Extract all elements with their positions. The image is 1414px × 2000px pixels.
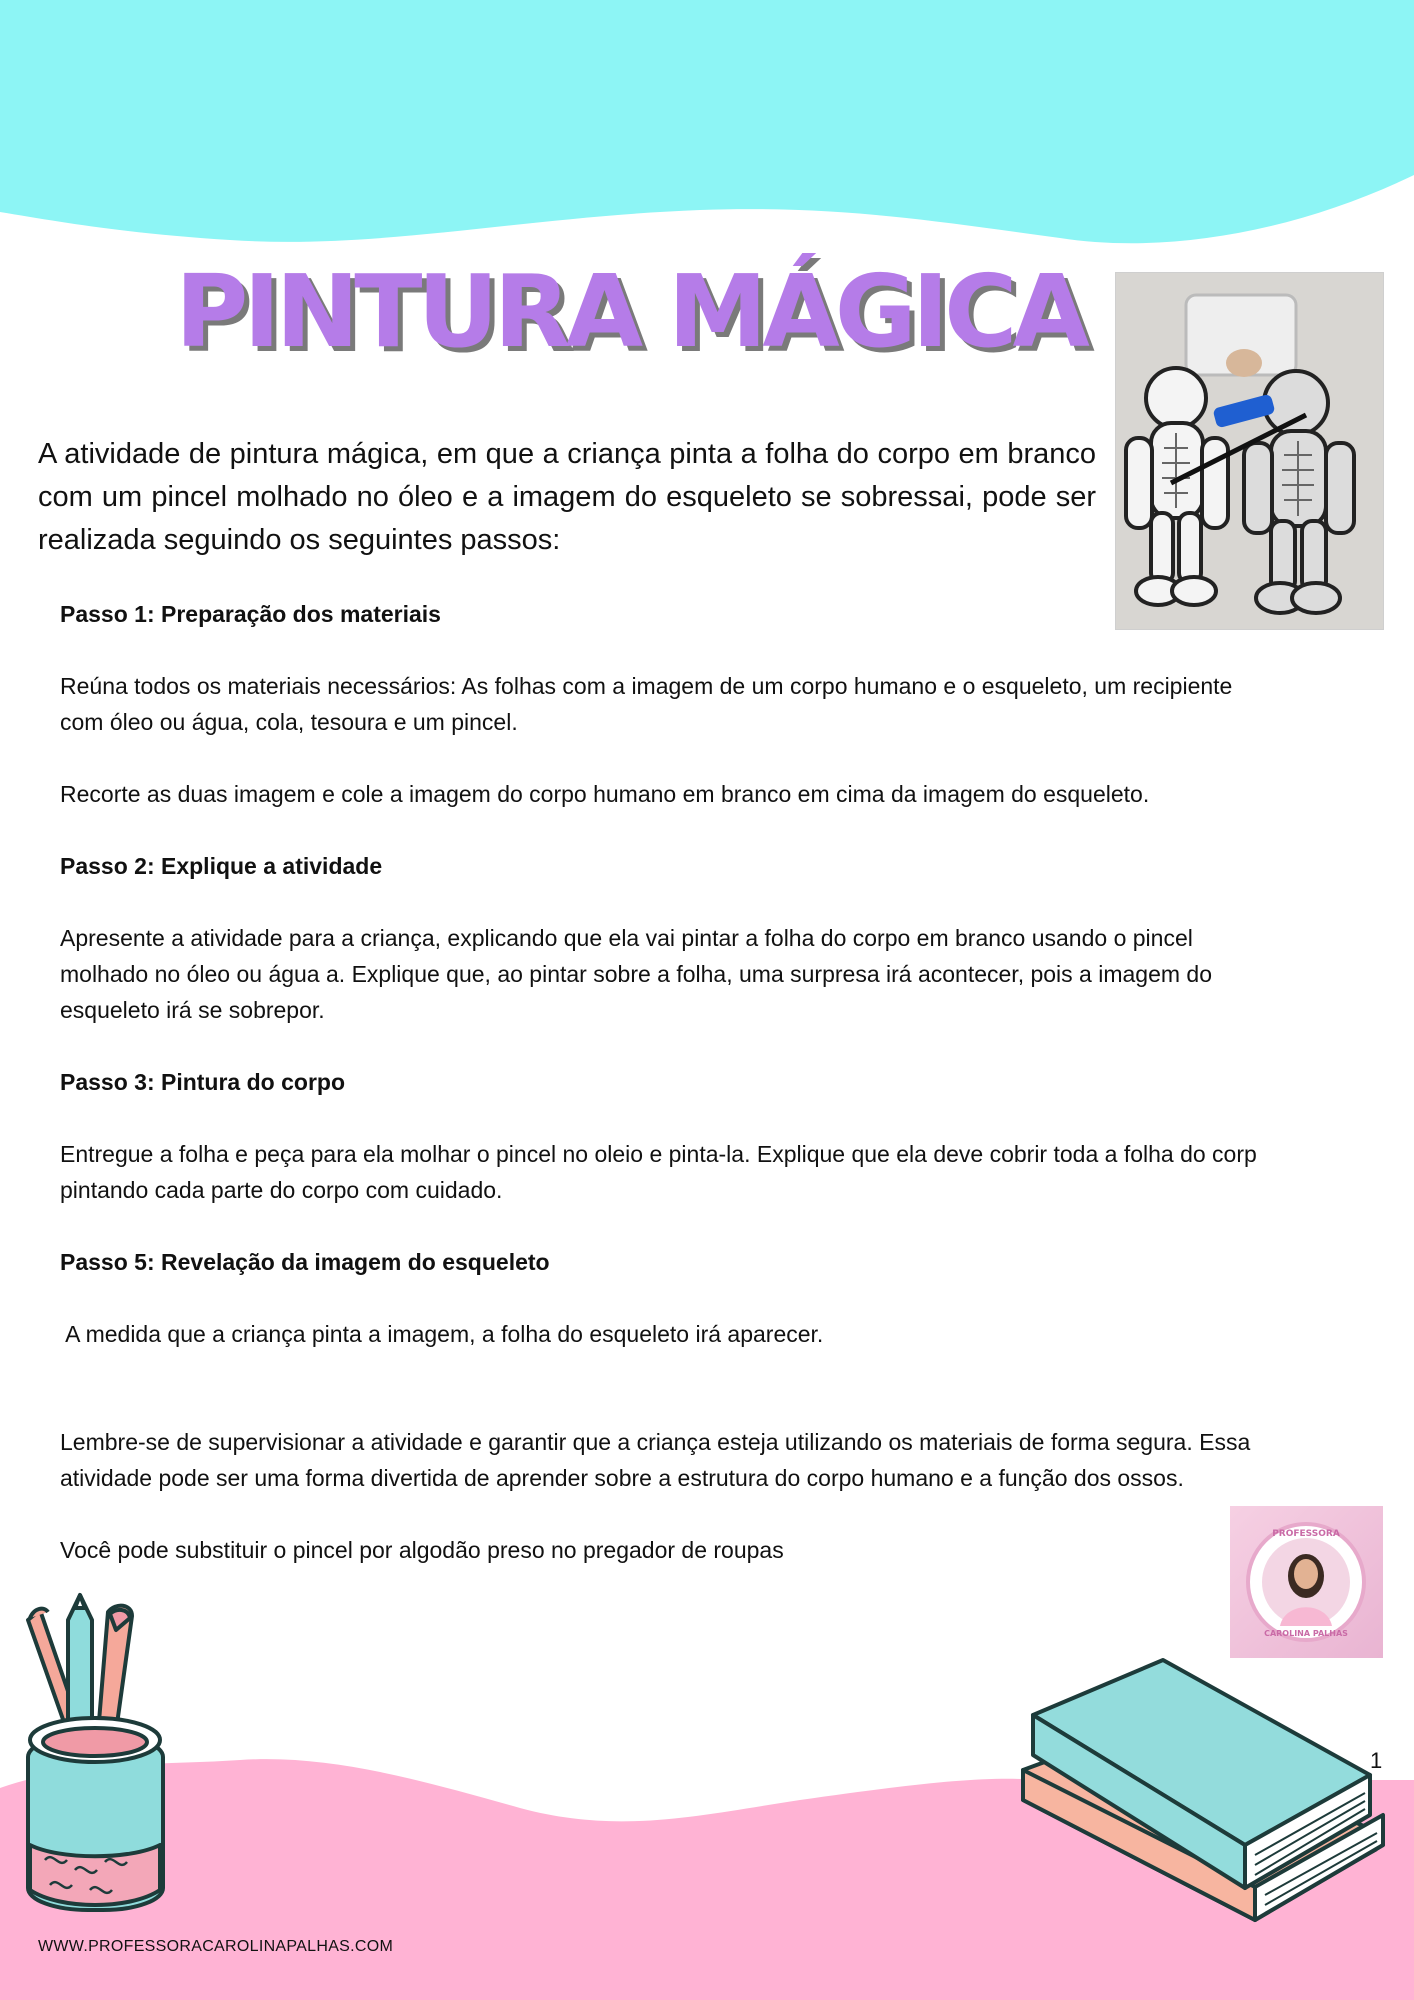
step2-heading: Passo 2: Explique a atividade	[60, 853, 383, 879]
step3-heading: Passo 3: Pintura do corpo	[60, 1069, 345, 1095]
closing-text-line: Você pode substituir o pincel por algodão preso no pregador de roupas	[60, 1537, 784, 1563]
step1-text-line: com óleo ou água, cola, tesoura e um pincel.	[60, 709, 518, 735]
footer-url: WWW.PROFESSORACAROLINAPALHAS.COM	[38, 1938, 394, 1955]
step2-text-line: esqueleto irá se sobrepor.	[60, 997, 325, 1023]
activity-photo	[1115, 272, 1384, 630]
closing-text-line: Lembre-se de supervisionar a atividade e garantir que a criança esteja utilizando os materiais de forma segura. Essa	[60, 1429, 1251, 1455]
step5-text-line: A medida que a criança pinta a imagem, a folha do esqueleto irá aparecer.	[60, 1321, 824, 1347]
steps-content	[60, 596, 1414, 1568]
top-wave-decoration	[0, 0, 1414, 260]
page-title: PINTURA MÁGICA	[175, 253, 1085, 370]
step2-text-line: molhado no óleo ou água a. Explique que, ao pintar sobre a folha, uma surpresa irá acontecer, pois a imagem do	[60, 961, 1213, 987]
books-illustration	[1015, 1655, 1385, 1940]
step1-text-line: Reúna todos os materiais necessários: As folhas com a imagem de um corpo humano e o esqueleto, um recipiente	[60, 673, 1233, 699]
pencil-cup-illustration	[20, 1590, 170, 1920]
intro-paragraph: A atividade de pintura mágica, em que a criança pinta a folha do corpo em branco com um pincel molhado no óleo e a imagem do esqueleto se sobressai, pode ser realizada seguindo os seguintes passos:	[38, 438, 1096, 556]
author-badge	[1230, 1506, 1383, 1658]
badge-bottom-text: CAROLINA PALHAS	[1264, 1629, 1348, 1638]
step1-heading: Passo 1: Preparação dos materiais	[60, 601, 441, 627]
page-number: 1	[1370, 1748, 1383, 1773]
step1-text-line: Recorte as duas imagem e cole a imagem do corpo humano em branco em cima da imagem do esqueleto.	[60, 781, 1150, 807]
badge-top-text: PROFESSORA	[1272, 1529, 1340, 1539]
closing-text-line: atividade pode ser uma forma divertida de aprender sobre a estrutura do corpo humano e a função dos ossos.	[60, 1465, 1184, 1491]
step3-text-line: Entregue a folha e peça para ela molhar o pincel no oleio e pinta-la. Explique que ela deve cobrir toda a folha do corp	[60, 1141, 1257, 1167]
step2-text-line: Apresente a atividade para a criança, explicando que ela vai pintar a folha do corpo em branco usando o pincel	[60, 925, 1193, 951]
step5-heading: Passo 5: Revelação da imagem do esqueleto	[60, 1249, 550, 1275]
step3-text-line: pintando cada parte do corpo com cuidado.	[60, 1177, 503, 1203]
